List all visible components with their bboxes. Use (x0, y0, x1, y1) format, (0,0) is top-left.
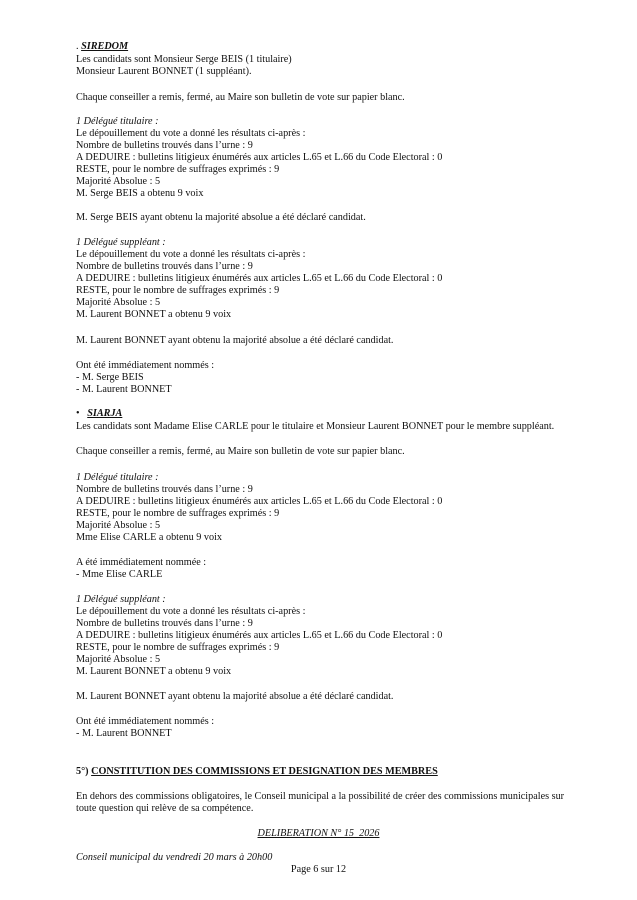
siredom-named-1: - M. Serge BEIS (76, 372, 144, 383)
siredom-titulaire-result: M. Serge BEIS ayant obtenu la majorité absolue a été déclaré candidat. (76, 212, 366, 223)
siarja-named-heading: Ont été immédiatement nommés : (76, 716, 215, 727)
siredom-suppleant-line-1: Le dépouillement du vote a donné les résultats ci-après : (76, 249, 306, 260)
siarja-suppleant-heading: 1 Délégué suppléant : (76, 594, 166, 605)
siredom-suppleant-line-5: Majorité Absolue : 5 (76, 297, 161, 308)
section5-heading (76, 766, 438, 778)
siarja-suppleant-line-2: Nombre de bulletins trouvés dans l’urne : 9 (76, 618, 253, 629)
siredom-named-2: - M. Laurent BONNET (76, 384, 172, 395)
siredom-vote: Chaque conseiller a remis, fermé, au Maire son bulletin de vote sur papier blanc. (76, 92, 405, 103)
siredom-candidates-1: Les candidats sont Monsieur Serge BEIS (1 titulaire) (76, 54, 292, 65)
siarja-suppleant-line-4: RESTE, pour le nombre de suffrages exprimés : 9 (76, 642, 280, 653)
siredom-titulaire-line-2: Nombre de bulletins trouvés dans l’urne : 9 (76, 140, 253, 151)
siarja-named-1: - M. Laurent BONNET (76, 728, 172, 739)
footer-page-number: Page 6 sur 12 (290, 864, 347, 875)
deliberation-label: DELIBERATION N° 15_2026 (257, 828, 380, 839)
section5-number: 5°) (76, 766, 92, 777)
siredom-heading (76, 41, 128, 53)
siarja-suppleant-result: M. Laurent BONNET ayant obtenu la majorité absolue a été déclaré candidat. (76, 691, 394, 702)
siarja-titulaire-named-heading: A été immédiatement nommée : (76, 557, 207, 568)
siredom-suppleant-line-3: A DEDUIRE : bulletins litigieux énumérés aux articles L.65 et L.66 du Code Electoral : 0 (76, 273, 443, 284)
siredom-titulaire-line-3: A DEDUIRE : bulletins litigieux énumérés aux articles L.65 et L.66 du Code Electoral : 0 (76, 152, 443, 163)
siredom-suppleant-line-2: Nombre de bulletins trouvés dans l’urne : 9 (76, 261, 253, 272)
siarja-titulaire-line-1: Nombre de bulletins trouvés dans l’urne : 9 (76, 484, 253, 495)
section5-title: CONSTITUTION DES COMMISSIONS ET DESIGNATION DES MEMBRES (91, 766, 438, 777)
siredom-suppleant-result: M. Laurent BONNET ayant obtenu la majorité absolue a été déclaré candidat. (76, 335, 394, 346)
siredom-suppleant-heading: 1 Délégué suppléant : (76, 237, 166, 248)
section5-para-line-2: toute question qui relève de sa compétence. (76, 803, 254, 814)
siredom-titulaire-heading: 1 Délégué titulaire : (76, 116, 159, 127)
bullet-icon: • (76, 408, 80, 419)
siarja-titulaire-line-4: Majorité Absolue : 5 (76, 520, 161, 531)
siarja-titulaire-line-3: RESTE, pour le nombre de suffrages exprimés : 9 (76, 508, 280, 519)
siredom-named-heading: Ont été immédiatement nommés : (76, 360, 215, 371)
siredom-titulaire-line-1: Le dépouillement du vote a donné les résultats ci-après : (76, 128, 306, 139)
siredom-suppleant-line-4: RESTE, pour le nombre de suffrages exprimés : 9 (76, 285, 280, 296)
siredom-titulaire-line-4: RESTE, pour le nombre de suffrages exprimés : 9 (76, 164, 280, 175)
siarja-vote: Chaque conseiller a remis, fermé, au Maire son bulletin de vote sur papier blanc. (76, 446, 405, 457)
siredom-suppleant-line-6: M. Laurent BONNET a obtenu 9 voix (76, 309, 232, 320)
siredom-titulaire-line-5: Majorité Absolue : 5 (76, 176, 161, 187)
siarja-suppleant-line-3: A DEDUIRE : bulletins litigieux énumérés aux articles L.65 et L.66 du Code Electoral : 0 (76, 630, 443, 641)
siarja-titulaire-line-2: A DEDUIRE : bulletins litigieux énumérés aux articles L.65 et L.66 du Code Electoral : 0 (76, 496, 443, 507)
siarja-candidates: Les candidats sont Madame Elise CARLE pour le titulaire et Monsieur Laurent BONNET pour le membre suppléant. (76, 421, 555, 432)
siredom-titulaire-line-6: M. Serge BEIS a obtenu 9 voix (76, 188, 204, 199)
siredom-prefix: . (76, 41, 82, 52)
siredom-candidates-2: Monsieur Laurent BONNET (1 suppléant). (76, 66, 252, 77)
siarja-suppleant-line-6: M. Laurent BONNET a obtenu 9 voix (76, 666, 232, 677)
siarja-heading (76, 408, 122, 420)
footer-meeting: Conseil municipal du vendredi 20 mars à 20h00 (76, 852, 273, 863)
siarja-suppleant-line-5: Majorité Absolue : 5 (76, 654, 161, 665)
section5-para-line-1: En dehors des commissions obligatoires, le Conseil municipal a la possibilité de créer des commissions municipales sur (76, 791, 565, 802)
siredom-title: SIREDOM (81, 41, 129, 52)
siarja-titulaire-line-5: Mme Elise CARLE a obtenu 9 voix (76, 532, 223, 543)
siarja-title: SIARJA (87, 408, 123, 419)
siarja-titulaire-named-1: - Mme Elise CARLE (76, 569, 163, 580)
siarja-titulaire-heading: 1 Délégué titulaire : (76, 472, 159, 483)
siarja-suppleant-line-1: Le dépouillement du vote a donné les résultats ci-après : (76, 606, 306, 617)
